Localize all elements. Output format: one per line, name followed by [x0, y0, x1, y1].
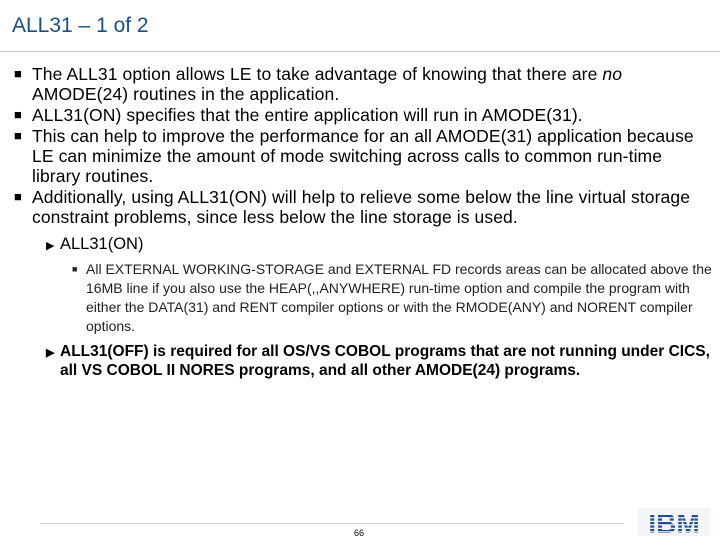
square-bullet-icon: ■: [14, 189, 22, 204]
svg-text:IBM: IBM: [648, 508, 700, 536]
triangle-bullet-icon: ▶: [46, 240, 55, 252]
title-divider: [0, 51, 720, 52]
sub-bullet-all31-on: ▶ ALL31(ON): [14, 235, 714, 254]
sub-bullet-all31-off: ▶ ALL31(OFF) is required for all OS/VS COBOL programs that are not running under CICS, all VS COBOL II NORES programs, and all other AMODE(24) programs.: [46, 343, 710, 379]
small-square-bullet-icon: ■: [72, 264, 78, 274]
square-bullet-icon: ■: [14, 66, 22, 81]
square-bullet-icon: ■: [14, 128, 22, 143]
footer-divider: [40, 523, 624, 524]
ibm-logo-icon: [638, 508, 710, 536]
bullet-item: ■ ALL31(ON) specifies that the entire application will run in AMODE(31).: [14, 105, 583, 125]
bullet-item: ■ This can help to improve the performance for an all AMODE(31) application because LE can minimize the amount of mode switching across calls to common run-time library routines.: [14, 126, 694, 186]
sub-sub-bullet-item: ■ All EXTERNAL WORKING-STORAGE and EXTERNAL FD records areas can be allocated above the 16MB line if you also use the HEAP(,,ANYWHERE) run-time option and compile the program with either the DATA(31) and RENT compiler options or with the RMODE(ANY) and NORENT compiler options.: [72, 261, 712, 334]
square-bullet-icon: ■: [14, 107, 22, 122]
bullet-item: ■ Additionally, using ALL31(ON) will help to relieve some below the line virtual storage constraint problems, since less below the line storage is used.: [14, 187, 691, 227]
slide-title: ALL31 – 1 of 2: [12, 14, 149, 37]
slide-body: [14, 64, 714, 380]
page-number: 66: [354, 528, 365, 538]
triangle-bullet-icon: ▶: [46, 347, 55, 359]
bullet-item: ■ The ALL31 option allows LE to take advantage of knowing that there are no AMODE(24) routines in the application.: [14, 64, 623, 104]
